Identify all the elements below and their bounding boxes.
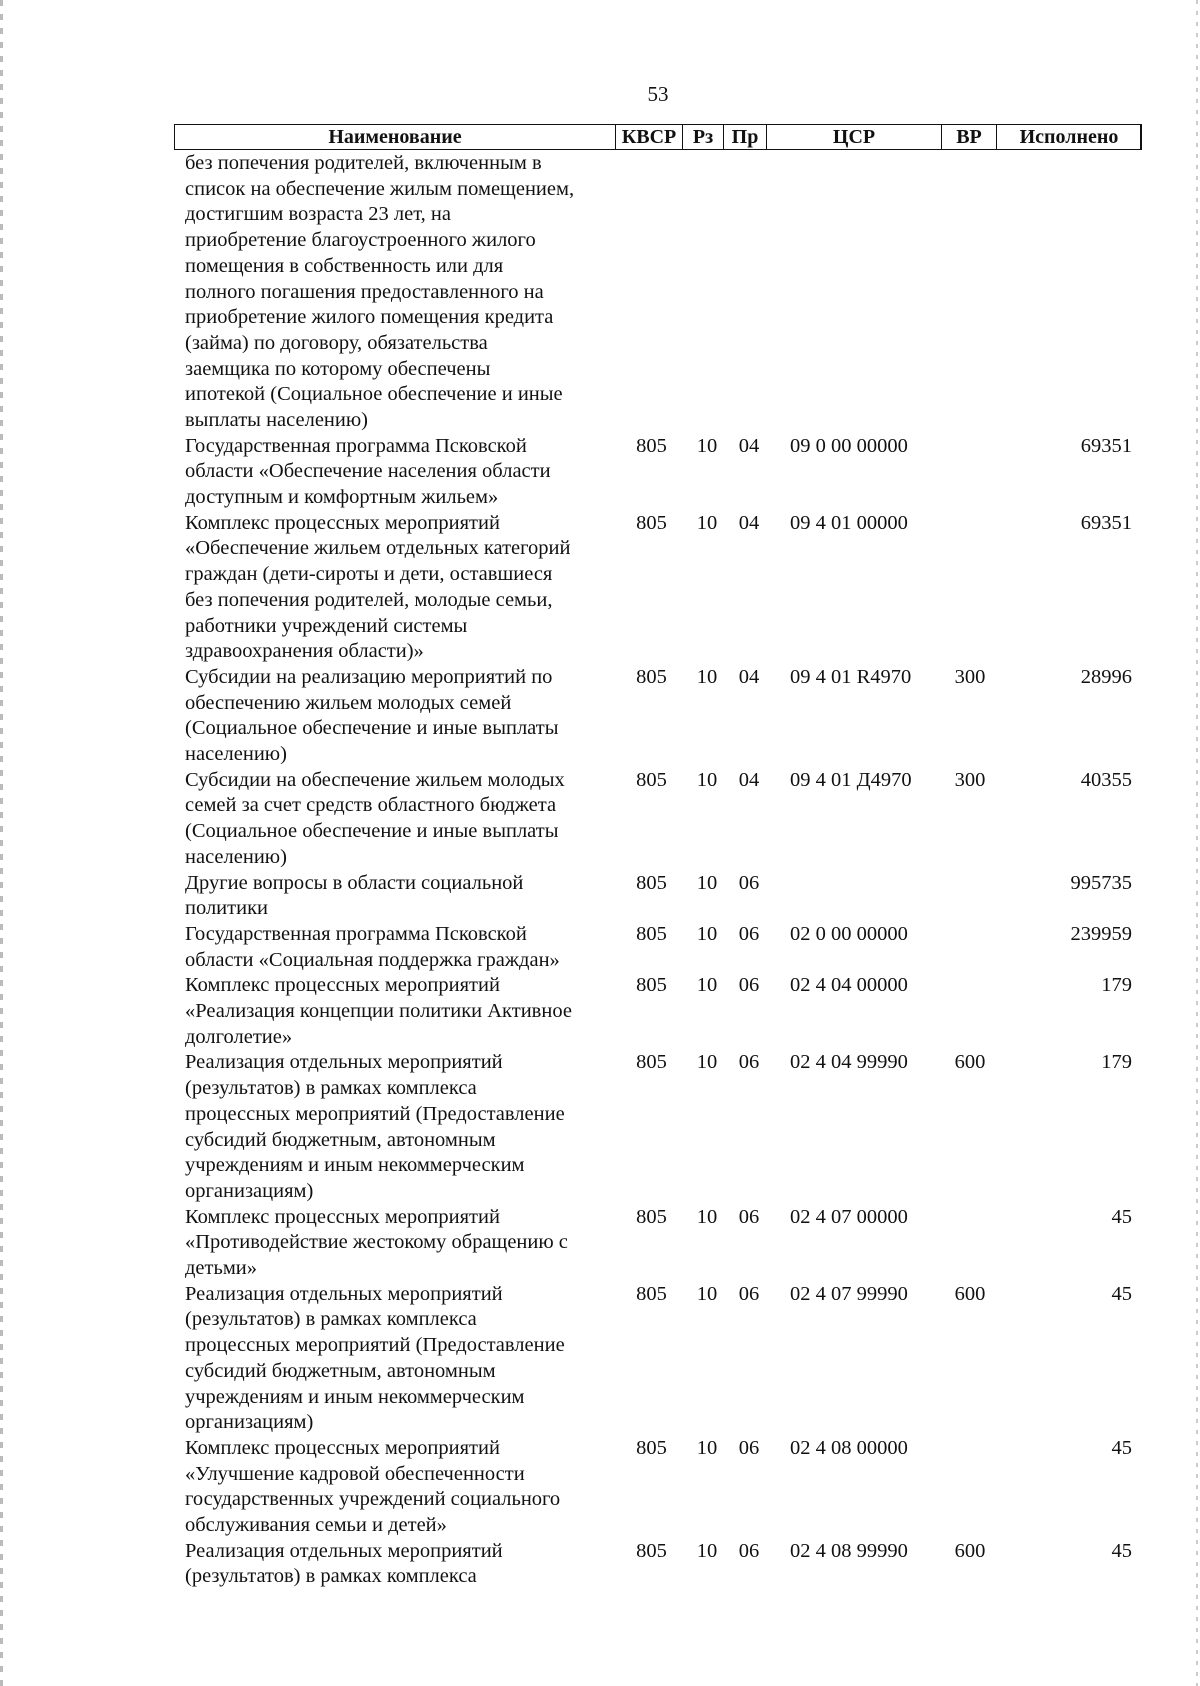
row-pr: 04 bbox=[738, 768, 760, 791]
row-name-line: организациям) bbox=[185, 1411, 314, 1434]
row-kvsr: 805 bbox=[636, 974, 667, 997]
header-name: Наименование bbox=[328, 126, 462, 148]
row-name-line: учреждениям и иным некоммерческим bbox=[185, 1154, 525, 1177]
row-name-line: «Улучшение кадровой обеспеченности bbox=[185, 1462, 525, 1485]
row-pr: 06 bbox=[738, 922, 760, 945]
row-value: 179 bbox=[1101, 974, 1132, 997]
row-name-line: Комплекс процессных мероприятий bbox=[185, 511, 500, 534]
row-name-line: работники учреждений системы bbox=[185, 614, 468, 637]
row-kvsr: 805 bbox=[636, 1539, 667, 1562]
row-pr: 06 bbox=[738, 974, 760, 997]
row-value: 45 bbox=[1111, 1205, 1132, 1228]
row-name-line: (займа) по договору, обязательства bbox=[185, 331, 488, 354]
table-row bbox=[0, 665, 1200, 768]
row-name-line: приобретение жилого помещения кредита bbox=[185, 306, 554, 329]
row-kvsr: 805 bbox=[636, 922, 667, 945]
row-pr: 06 bbox=[738, 1051, 760, 1074]
row-name bbox=[185, 1436, 615, 1539]
row-pr: 06 bbox=[738, 871, 760, 894]
row-name bbox=[185, 922, 615, 973]
row-rz: 10 bbox=[696, 871, 718, 894]
row-name-line: населению) bbox=[185, 845, 287, 868]
row-name-line: учреждениям и иным некоммерческим bbox=[185, 1385, 525, 1408]
row-name bbox=[185, 973, 615, 1050]
row-pr: 06 bbox=[738, 1205, 760, 1228]
row-name-line: Государственная программа Псковской bbox=[185, 922, 527, 945]
row-name-line: семей за счет средств областного бюджета bbox=[185, 794, 557, 817]
row-name-line: Комплекс процессных мероприятий bbox=[185, 974, 500, 997]
table-row bbox=[0, 1436, 1200, 1539]
row-csr: 09 0 00 00000 bbox=[790, 434, 908, 457]
row-name-line: Субсидии на реализацию мероприятий по bbox=[185, 665, 553, 688]
row-kvsr: 805 bbox=[636, 1282, 667, 1305]
row-name bbox=[185, 665, 615, 768]
row-kvsr: 805 bbox=[636, 768, 667, 791]
row-csr: 02 4 04 99990 bbox=[790, 1051, 908, 1074]
row-name-line: (результатов) в рамках комплекса bbox=[185, 1308, 477, 1331]
row-name-line: приобретение благоустроенного жилого bbox=[185, 229, 536, 252]
row-name-line: Реализация отдельных мероприятий bbox=[185, 1539, 503, 1562]
row-value: 28996 bbox=[1080, 665, 1132, 688]
row-name-line: государственных учреждений социального bbox=[185, 1488, 561, 1511]
row-csr: 09 4 01 00000 bbox=[790, 511, 908, 534]
table-row bbox=[0, 1539, 1200, 1590]
row-value: 45 bbox=[1111, 1539, 1132, 1562]
header-pr: Пр bbox=[723, 125, 766, 149]
row-name bbox=[185, 1050, 615, 1204]
row-name bbox=[185, 1282, 615, 1436]
row-pr: 06 bbox=[738, 1282, 760, 1305]
row-name bbox=[185, 1205, 615, 1282]
row-name-line: населению) bbox=[185, 743, 287, 766]
row-rz: 10 bbox=[696, 1205, 718, 1228]
row-name-line: без попечения родителей, включенным в bbox=[185, 152, 542, 174]
row-csr: 02 0 00 00000 bbox=[790, 922, 908, 945]
header-vr: ВР bbox=[941, 125, 996, 149]
row-name bbox=[185, 871, 615, 922]
row-name-line: Государственная программа Псковской bbox=[185, 434, 527, 457]
row-value: 69351 bbox=[1080, 434, 1132, 457]
row-name bbox=[185, 511, 615, 665]
header-executed: Исполнено bbox=[996, 125, 1141, 149]
row-kvsr: 805 bbox=[636, 511, 667, 534]
row-kvsr: 805 bbox=[636, 1436, 667, 1459]
row-rz: 10 bbox=[696, 974, 718, 997]
row-kvsr: 805 bbox=[636, 1205, 667, 1228]
row-name-line: Субсидии на обеспечение жильем молодых bbox=[185, 768, 565, 791]
table-row bbox=[0, 922, 1200, 973]
row-name bbox=[185, 151, 615, 434]
row-name-line: здравоохранения области)» bbox=[185, 640, 424, 663]
row-value: 179 bbox=[1101, 1051, 1132, 1074]
row-value: 45 bbox=[1111, 1436, 1132, 1459]
table-body bbox=[0, 151, 1200, 1590]
row-pr: 06 bbox=[738, 1539, 760, 1562]
row-name bbox=[185, 434, 615, 511]
row-value: 69351 bbox=[1080, 511, 1132, 534]
row-name-line: детьми» bbox=[185, 1257, 258, 1280]
row-rz: 10 bbox=[696, 1436, 718, 1459]
table-row bbox=[0, 1050, 1200, 1204]
table-row bbox=[0, 973, 1200, 1050]
table-row bbox=[0, 151, 1200, 434]
row-rz: 10 bbox=[696, 922, 718, 945]
row-name-line: обеспечению жильем молодых семей bbox=[185, 691, 512, 714]
row-name-line: процессных мероприятий (Предоставление bbox=[185, 1334, 565, 1357]
row-name-line: (результатов) в рамках комплекса bbox=[185, 1565, 477, 1588]
row-name-line: доступным и комфортным жильем» bbox=[185, 486, 499, 509]
row-name-line: долголетие» bbox=[185, 1025, 293, 1048]
row-csr: 02 4 04 00000 bbox=[790, 974, 908, 997]
row-name-line: список на обеспечение жилым помещением, bbox=[185, 177, 575, 200]
row-name-line: Реализация отдельных мероприятий bbox=[185, 1051, 503, 1074]
row-name-line: (Социальное обеспечение и иные выплаты bbox=[185, 820, 559, 843]
row-pr: 06 bbox=[738, 1436, 760, 1459]
row-name-line: заемщика по которому обеспечены bbox=[185, 357, 491, 380]
row-vr: 600 bbox=[954, 1539, 986, 1562]
row-name-line: «Противодействие жестокому обращению с bbox=[185, 1231, 568, 1254]
table-row bbox=[0, 1282, 1200, 1436]
header-rz: Рз bbox=[682, 125, 723, 149]
row-kvsr: 805 bbox=[636, 1051, 667, 1074]
row-rz: 10 bbox=[696, 1051, 718, 1074]
row-kvsr: 805 bbox=[636, 871, 667, 894]
table-row bbox=[0, 871, 1200, 922]
row-name-line: Реализация отдельных мероприятий bbox=[185, 1282, 503, 1305]
row-value: 40355 bbox=[1080, 768, 1132, 791]
row-value: 239959 bbox=[1070, 922, 1132, 945]
row-vr: 600 bbox=[954, 1282, 986, 1305]
page-number: 53 bbox=[647, 82, 669, 106]
row-name-line: без попечения родителей, молодые семьи, bbox=[185, 588, 553, 611]
row-value: 995735 bbox=[1070, 871, 1132, 894]
row-pr: 04 bbox=[738, 665, 760, 688]
row-name-line: достигшим возраста 23 лет, на bbox=[185, 203, 451, 226]
row-vr: 300 bbox=[954, 665, 986, 688]
row-name-line: субсидий бюджетным, автономным bbox=[185, 1359, 496, 1382]
row-value: 45 bbox=[1111, 1282, 1132, 1305]
table-row bbox=[0, 768, 1200, 871]
table-row bbox=[0, 1205, 1200, 1282]
row-csr: 02 4 07 00000 bbox=[790, 1205, 908, 1228]
row-name-line: политики bbox=[185, 897, 269, 920]
row-csr: 09 4 01 R4970 bbox=[790, 665, 912, 688]
row-rz: 10 bbox=[696, 1282, 718, 1305]
row-name-line: области «Обеспечение населения области bbox=[185, 460, 551, 483]
row-name-line: области «Социальная поддержка граждан» bbox=[185, 948, 560, 971]
row-name-line: Другие вопросы в области социальной bbox=[185, 871, 524, 894]
row-name-line: граждан (дети-сироты и дети, оставшиеся bbox=[185, 563, 553, 586]
header-csr: ЦСР bbox=[766, 125, 941, 149]
row-name-line: процессных мероприятий (Предоставление bbox=[185, 1102, 565, 1125]
row-name-line: организациям) bbox=[185, 1179, 314, 1202]
row-name bbox=[185, 768, 615, 871]
row-rz: 10 bbox=[696, 768, 718, 791]
row-csr: 02 4 07 99990 bbox=[790, 1282, 908, 1305]
table-header bbox=[174, 124, 1142, 150]
row-name-line: (результатов) в рамках комплекса bbox=[185, 1077, 477, 1100]
header-kvsr: КВСР bbox=[615, 125, 682, 149]
row-rz: 10 bbox=[696, 665, 718, 688]
row-name-line: ипотекой (Социальное обеспечение и иные bbox=[185, 383, 563, 406]
row-kvsr: 805 bbox=[636, 665, 667, 688]
row-vr: 600 bbox=[954, 1051, 986, 1074]
row-csr: 02 4 08 99990 bbox=[790, 1539, 908, 1562]
table-row bbox=[0, 511, 1200, 665]
row-pr: 04 bbox=[738, 511, 760, 534]
row-name-line: Комплекс процессных мероприятий bbox=[185, 1436, 500, 1459]
row-rz: 10 bbox=[696, 434, 718, 457]
row-rz: 10 bbox=[696, 1539, 718, 1562]
row-csr: 02 4 08 00000 bbox=[790, 1436, 908, 1459]
row-name-line: полного погашения предоставленного на bbox=[185, 280, 544, 303]
row-name-line: «Реализация концепции политики Активное bbox=[185, 1000, 572, 1023]
row-name-line: (Социальное обеспечение и иные выплаты bbox=[185, 717, 559, 740]
row-kvsr: 805 bbox=[636, 434, 667, 457]
row-name-line: «Обеспечение жильем отдельных категорий bbox=[185, 537, 571, 560]
row-name-line: выплаты населению) bbox=[185, 409, 369, 432]
row-name-line: обслуживания семьи и детей» bbox=[185, 1514, 447, 1537]
row-rz: 10 bbox=[696, 511, 718, 534]
row-name-line: Комплекс процессных мероприятий bbox=[185, 1205, 500, 1228]
row-name-line: субсидий бюджетным, автономным bbox=[185, 1128, 496, 1151]
row-pr: 04 bbox=[738, 434, 760, 457]
row-vr: 300 bbox=[954, 768, 986, 791]
row-name-line: помещения в собственность или для bbox=[185, 254, 504, 277]
table-row bbox=[0, 434, 1200, 511]
row-csr: 09 4 01 Д4970 bbox=[790, 768, 912, 791]
row-name bbox=[185, 1539, 615, 1590]
